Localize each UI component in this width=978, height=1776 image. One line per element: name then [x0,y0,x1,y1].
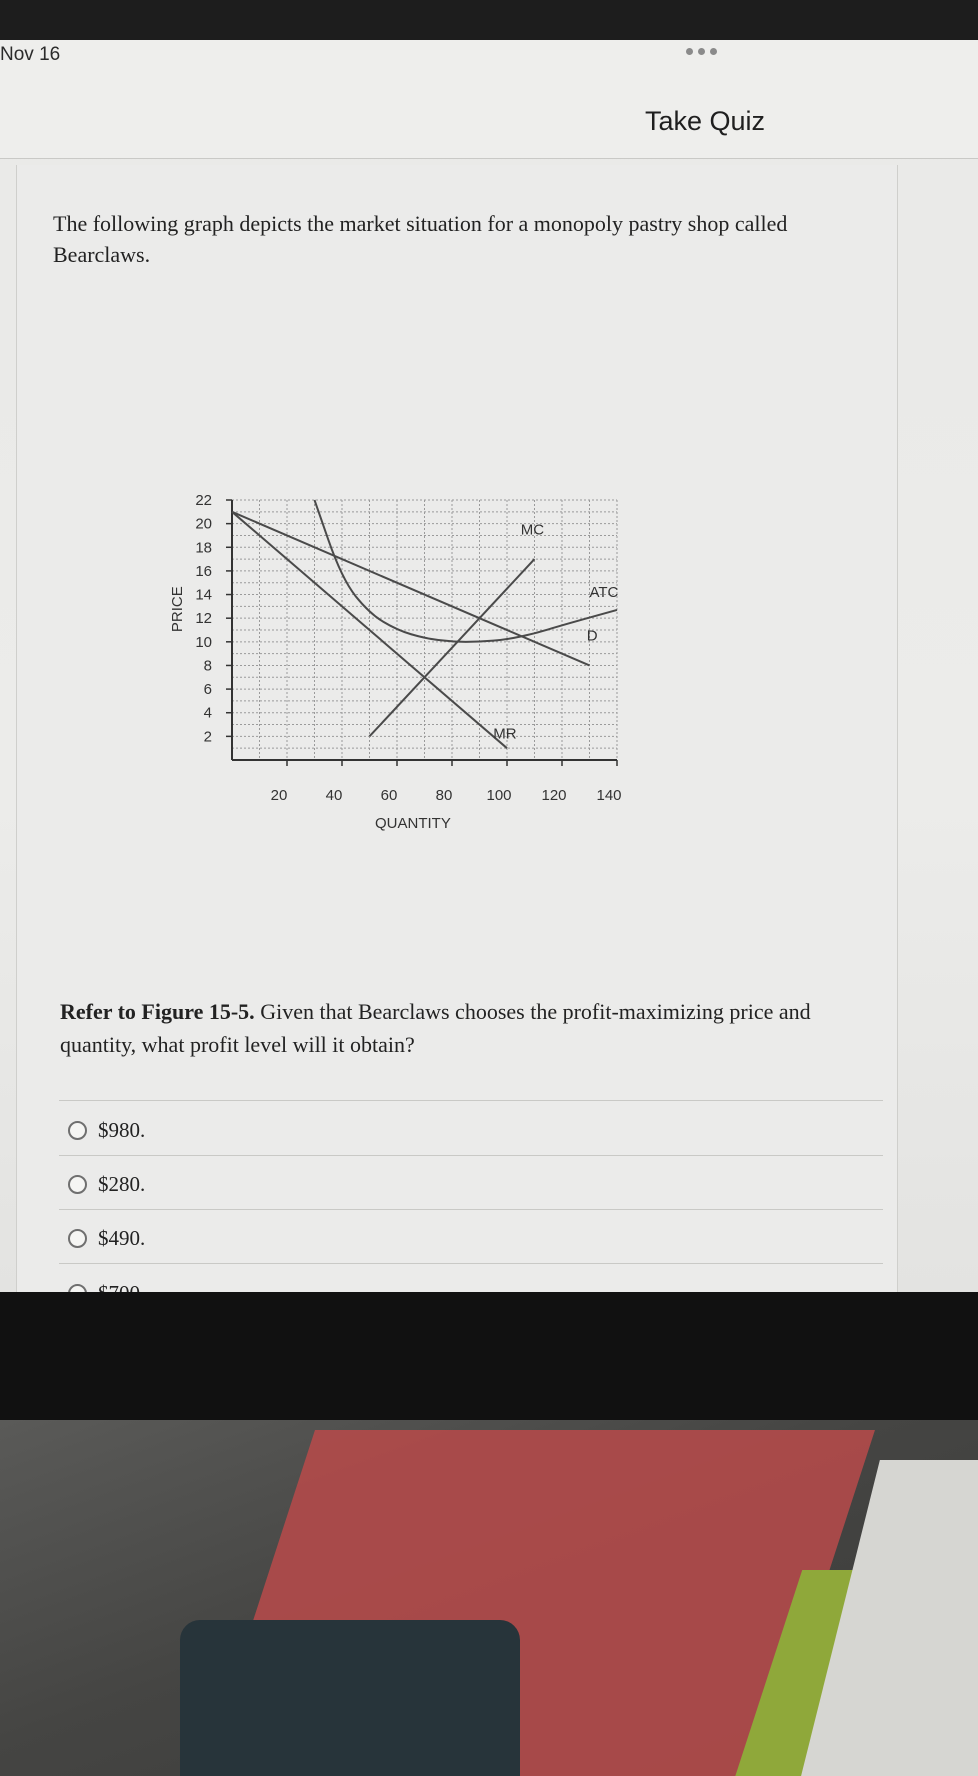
intro-text: The following graph depicts the market situation for a monopoly pastry shop called Bearclaws. [53,211,788,267]
answer-label: $280. [98,1172,146,1196]
top-bar [0,40,978,159]
x-tick-label: 140 [596,787,622,804]
radio-icon[interactable] [68,1121,87,1140]
series-label-d: D [586,627,598,645]
desk-background [0,1420,978,1776]
x-tick-label: 120 [541,787,567,804]
y-tick-label: 14 [195,586,212,604]
radio-icon[interactable] [68,1175,87,1194]
status-bar [0,0,978,42]
answer-option-2[interactable] [68,1172,145,1197]
more-options-icon[interactable] [686,48,717,55]
question-reference: Refer to Figure 15-5. [60,999,255,1024]
answer-label: $490. [98,1226,146,1250]
screen [0,40,978,1292]
answer-option-1[interactable] [68,1118,145,1143]
x-tick-label: 60 [380,787,398,804]
quiz-content [16,165,898,1335]
y-tick-label: 16 [195,562,212,580]
question-body: Given that Bearclaws chooses the profit-maximizing price and quantity, what profit level will it obtain? [60,999,811,1057]
y-tick-label: 10 [195,633,212,651]
divider [59,1263,883,1264]
y-tick-label: 2 [203,728,212,746]
radio-icon[interactable] [68,1229,87,1248]
device-bezel [0,1292,978,1432]
y-tick-label: 12 [195,610,212,628]
y-axis-label: PRICE [169,586,186,633]
y-tick-label: 4 [203,704,212,722]
question-text [60,995,890,1061]
page-title: Take Quiz [645,106,766,136]
y-tick-label: 20 [195,515,212,533]
series-label-mr: MR [493,725,517,743]
x-tick-label: 100 [486,787,512,804]
x-tick-label: 80 [435,787,453,804]
divider [59,1209,883,1210]
dark-object [180,1620,520,1776]
answer-label: $980. [98,1118,146,1142]
divider [59,1155,883,1156]
answer-option-3[interactable] [68,1226,145,1251]
y-tick-label: 8 [203,657,212,675]
status-time: Nov 16 [0,44,61,65]
series-label-mc: MC [520,521,545,539]
series-label-atc: ATC [589,583,619,601]
chart [137,340,657,900]
y-tick-label: 22 [195,492,212,509]
y-tick-label: 6 [203,681,212,699]
x-axis-label: QUANTITY [375,815,451,832]
divider [59,1100,883,1101]
y-tick-label: 18 [195,539,212,557]
x-tick-label: 40 [325,787,343,804]
x-tick-label: 20 [270,787,288,804]
